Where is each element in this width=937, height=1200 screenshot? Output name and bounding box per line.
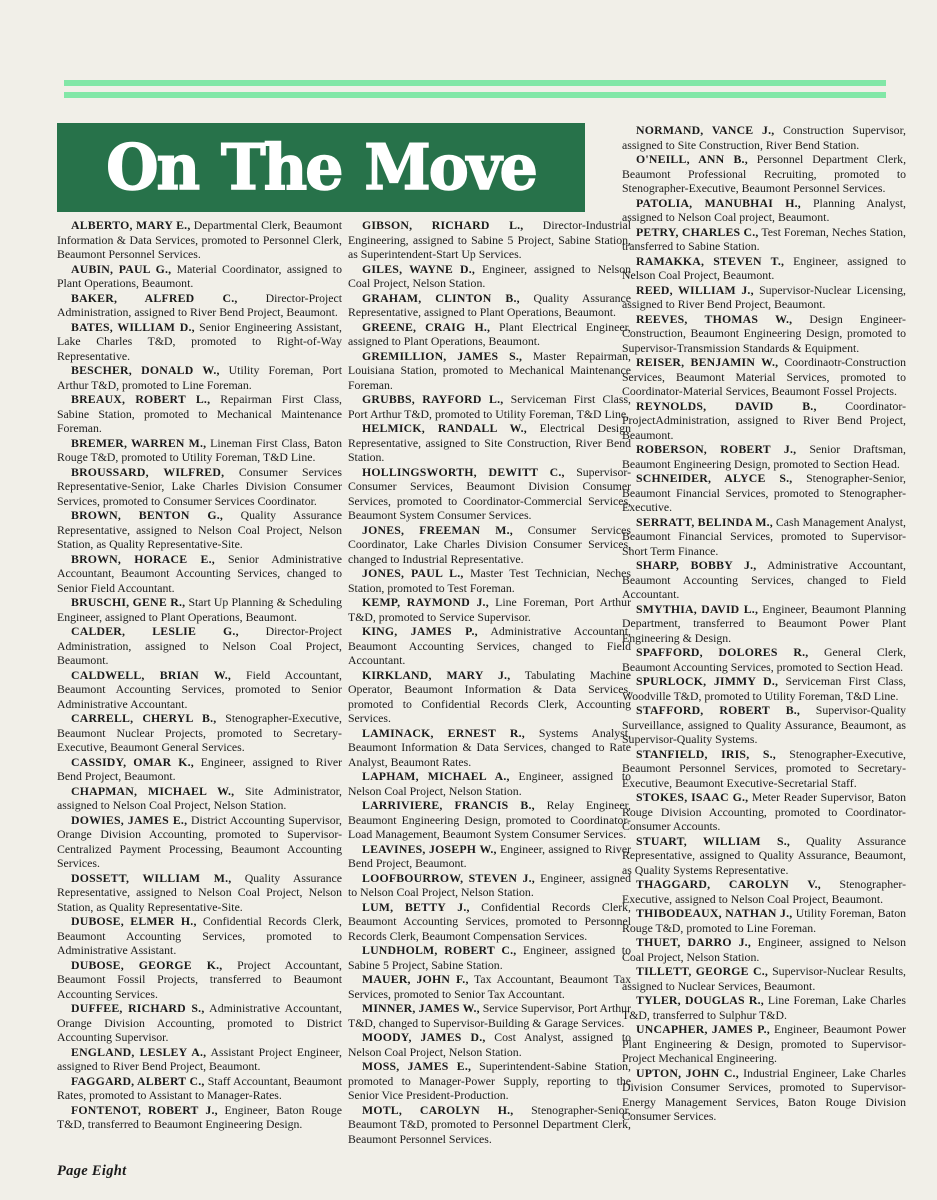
entry-name: UNCAPHER, JAMES P., xyxy=(636,1022,770,1036)
entry-name: FONTENOT, ROBERT J., xyxy=(71,1102,218,1117)
entry-text: Field Accountant, Beaumont Accounting Services, promoted to Senior Administrative Accountant. xyxy=(57,667,342,711)
entry-text: Stenographer-Senior, Beaumont Financial Services, promoted to Stenographer-Executive. xyxy=(622,471,906,514)
entry-text: Departmental Clerk, Beaumont Information & Data Services, promoted to Personnel Clerk, Beaumont Personnel Services. xyxy=(57,218,342,261)
entry-name: CALDWELL, BRIAN W., xyxy=(71,667,232,682)
entry-name: ENGLAND, LESLEY A., xyxy=(71,1044,207,1059)
entry-text: Staff Accountant, Beaumont Rates, promoted to Assistant to Manager-Rates. xyxy=(57,1073,343,1102)
personnel-entry xyxy=(57,595,342,624)
entry-name: MINNER, JAMES W., xyxy=(362,1001,480,1015)
entry-text: Cost Analyst, assigned to Nelson Coal Project, Nelson Station. xyxy=(348,1030,631,1059)
personnel-entry xyxy=(348,1103,631,1147)
personnel-entry xyxy=(622,558,906,602)
page-number: Page Eight xyxy=(57,1163,127,1179)
personnel-entry xyxy=(348,900,631,944)
entry-text: Engineer, assigned to Nelson Coal Project, Nelson Station. xyxy=(622,935,906,964)
personnel-entry xyxy=(348,218,631,262)
masthead-banner xyxy=(57,123,585,212)
personnel-entry xyxy=(348,291,631,320)
personnel-entry xyxy=(348,320,631,349)
entry-name: ALBERTO, MARY E., xyxy=(71,218,191,232)
personnel-entry xyxy=(622,877,906,906)
personnel-entry xyxy=(57,958,342,1002)
entry-name: CALDER, LESLIE G., xyxy=(71,624,239,638)
personnel-entry xyxy=(622,935,906,964)
entry-name: CARRELL, CHERYL B., xyxy=(71,711,217,725)
entry-text: District Accounting Supervisor, Orange Division Accounting, promoted to Supervisor-Centralized Payment Processing, Beaumont Accounting Services. xyxy=(57,812,343,870)
personnel-entry xyxy=(622,399,906,443)
entry-text: Site Administrator, assigned to Nelson Coal Project, Nelson Station. xyxy=(57,783,342,812)
entry-name: PETRY, CHARLES C., xyxy=(636,224,759,239)
personnel-entry xyxy=(57,1103,342,1132)
entry-text: Supervisor-Consumer Services, Beaumont Division Consumer Services, promoted to Coordinator-Commercial Services, Beaumont System Consumer Services. xyxy=(348,464,632,522)
entry-text: Engineer, assigned to River Bend Project, Beaumont. xyxy=(57,754,343,783)
entry-text: Supervisor-Quality Surveillance, assigned to Quality Assurance, Beaumont, as Supervisor-Quality Systems. xyxy=(622,703,906,746)
entry-text: Quality Assurance Representative, assigned to Nelson Coal Project, Nelson Station, as Quality Representative-Site. xyxy=(57,508,342,551)
personnel-entry xyxy=(57,1074,342,1103)
entry-name: BATES, WILLIAM D., xyxy=(71,319,195,334)
entry-name: BROWN, BENTON G., xyxy=(71,508,224,522)
personnel-entry xyxy=(57,871,342,915)
personnel-entry xyxy=(622,152,906,196)
entry-text: Engineer, assigned to River Bend Project, Beaumont. xyxy=(348,841,631,870)
entry-name: DUFFEE, RICHARD S., xyxy=(71,1001,205,1015)
personnel-entry xyxy=(57,363,342,392)
entry-text: Confidential Records Clerk, Beaumont Accounting Services, promoted to Personnel Records Clerk, Beaumont Compensation Services. xyxy=(348,899,631,943)
entry-text: Engineer, assigned to Nelson Coal Project, Nelson Station. xyxy=(348,261,632,290)
personnel-entry xyxy=(622,747,906,791)
entry-name: LAPHAM, MICHAEL A., xyxy=(362,769,510,783)
personnel-entry xyxy=(57,711,342,755)
personnel-entry xyxy=(622,312,906,356)
entry-text: Relay Engineer, Beaumont Engineering Design, promoted to Coordinator-Load Management, Beaumont System Consumer Services. xyxy=(348,798,631,841)
entry-name: LOOFBOURROW, STEVEN J., xyxy=(362,870,535,885)
entry-text: Engineer, Beaumont Planning Department, transferred to Beaumont Power Plant Engineering & Design. xyxy=(622,601,907,645)
personnel-entry xyxy=(622,602,906,646)
entry-text: Quality Assurance Representative, assigned to Quality Assurance, Beaumont, as Quality Systems Representative. xyxy=(622,833,906,877)
entry-name: DUBOSE, GEORGE K., xyxy=(71,957,223,972)
entry-name: CASSIDY, OMAR K., xyxy=(71,754,194,769)
entry-text: Administrative Accountant, Orange Division Accounting, promoted to District Accounting Supervisor. xyxy=(57,1001,342,1044)
personnel-entry xyxy=(622,515,906,559)
entry-text: Electrical Design Representative, assigned to Site Construction, River Bend Station. xyxy=(348,421,632,464)
personnel-entry xyxy=(622,254,906,283)
personnel-entry xyxy=(57,320,342,364)
entry-text: Serviceman First Class, Woodville T&D, promoted to Utility Foreman, T&D Line. xyxy=(622,674,907,703)
entry-name: DOWIES, JAMES E., xyxy=(71,812,188,827)
personnel-entry xyxy=(622,225,906,254)
entry-text: Plant Electrical Engineer, assigned to Plant Operations, Beaumont. xyxy=(348,319,632,348)
entry-text: Director-Project Administration, assigned to River Bend Project, Beaumont. xyxy=(57,290,343,319)
personnel-entry xyxy=(348,943,631,972)
column-3 xyxy=(622,123,906,1124)
entry-name: TYLER, DOUGLAS R., xyxy=(636,993,764,1007)
personnel-entry xyxy=(57,755,342,784)
entry-name: THUET, DARRO J., xyxy=(636,935,751,949)
personnel-entry xyxy=(348,465,631,523)
personnel-entry xyxy=(622,283,906,312)
entry-name: PATOLIA, MANUBHAI H., xyxy=(636,195,801,210)
entry-text: Start Up Planning & Scheduling Engineer, assigned to Plant Operations, Beaumont. xyxy=(57,595,342,624)
entry-name: SERRATT, BELINDA M., xyxy=(636,514,773,529)
entry-name: TILLETT, GEORGE C., xyxy=(636,964,769,978)
entry-name: KIRKLAND, MARY J., xyxy=(362,667,511,682)
personnel-entry xyxy=(348,798,631,842)
entry-name: REEVES, THOMAS W., xyxy=(636,311,793,326)
entry-name: GREMILLION, JAMES S., xyxy=(362,348,523,363)
personnel-entry xyxy=(348,262,631,291)
entry-name: SMYTHIA, DAVID L., xyxy=(636,601,759,616)
entry-text: Director-Project Administration, assigned to Nelson Coal Project, Beaumont. xyxy=(57,624,342,667)
entry-text: General Clerk, Beaumont Accounting Services, promoted to Section Head. xyxy=(622,645,906,674)
entry-name: GRUBBS, RAYFORD L., xyxy=(362,392,504,406)
entry-name: STOKES, ISAAC G., xyxy=(636,790,749,804)
entry-text: Project Accountant, Beaumont Fossil Projects, transferred to Beaumont Accounting Services. xyxy=(57,957,342,1001)
personnel-entry xyxy=(57,392,342,436)
personnel-entry xyxy=(57,668,342,712)
entry-text: Tax Accountant, Beaumont Tax Services, promoted to Senior Tax Accountant. xyxy=(348,972,631,1001)
entry-name: MOSS, JAMES E., xyxy=(362,1059,472,1073)
entry-text: Confidential Records Clerk, Beaumont Accounting Services, promoted to Administrative Assistant. xyxy=(57,914,343,957)
personnel-entry xyxy=(57,262,342,291)
personnel-entry xyxy=(622,1066,906,1124)
entry-name: JONES, PAUL L., xyxy=(362,566,464,580)
personnel-entry xyxy=(348,1030,631,1059)
entry-name: BROUSSARD, WILFRED, xyxy=(71,464,225,479)
entry-text: Supervisor-Nuclear Licensing, assigned to River Bend Project, Beaumont. xyxy=(622,282,906,311)
entry-name: BRUSCHI, GENE R., xyxy=(71,595,186,609)
personnel-entry xyxy=(57,624,342,668)
entry-name: DUBOSE, ELMER H., xyxy=(71,914,197,928)
entry-text: Utility Foreman, Port Arthur T&D, promoted to Line Foreman. xyxy=(57,363,342,392)
entry-text: Material Coordinator, assigned to Plant Operations, Beaumont. xyxy=(57,261,342,290)
entry-text: Engineer, assigned to Nelson Coal Project, Nelson Station. xyxy=(348,870,631,899)
entry-text: Administrative Accountant, Beaumont Accounting Services, changed to Field Accountant. xyxy=(622,558,906,601)
personnel-entry xyxy=(57,218,342,262)
personnel-entry xyxy=(348,871,631,900)
entry-text: Utility Foreman, Baton Rouge T&D, promoted to Line Foreman. xyxy=(622,906,906,935)
personnel-entry xyxy=(348,726,631,770)
personnel-entry xyxy=(348,1059,631,1103)
entry-text: Engineer, Baton Rouge T&D, transferred to Beaumont Engineering Design. xyxy=(57,1102,343,1131)
personnel-entry xyxy=(57,784,342,813)
entry-name: GREENE, CRAIG H., xyxy=(362,319,491,334)
entry-text: Master Test Technician, Neches Station, promoted to Test Foreman. xyxy=(348,566,631,595)
entry-text: Coordinator-ProjectAdministration, assigned to River Bend Project, Beaumont. xyxy=(622,398,906,442)
personnel-entry xyxy=(622,355,906,399)
entry-text: Quality Assurance Representative, assigned to Nelson Coal Project, Nelson Station, as Quality Representative-Site. xyxy=(57,870,342,914)
entry-name: REYNOLDS, DAVID B., xyxy=(636,398,817,413)
entry-name: HELMICK, RANDALL W., xyxy=(362,421,527,435)
personnel-entry xyxy=(622,1022,906,1066)
entry-name: AUBIN, PAUL G., xyxy=(71,261,172,276)
personnel-entry xyxy=(622,471,906,515)
personnel-entry xyxy=(57,1045,342,1074)
entry-text: Engineer, assigned to Sabine 5 Project, Sabine Station. xyxy=(348,943,631,972)
entry-name: MOODY, JAMES D., xyxy=(362,1030,486,1044)
top-rule-line xyxy=(64,80,886,86)
entry-name: GILES, WAYNE D., xyxy=(362,261,476,276)
personnel-entry xyxy=(348,349,631,393)
entry-text: Administrative Accountant, Beaumont Accounting Services, changed to Field Accountant. xyxy=(348,624,631,667)
entry-text: Engineer, Beaumont Power Plant Engineering & Design, promoted to Supervisor-Project Mechanical Engineering. xyxy=(622,1022,906,1065)
entry-name: BESCHER, DONALD W., xyxy=(71,363,220,377)
entry-text: Director-Industrial Engineering, assigned to Sabine 5 Project, Sabine Station, as Superintendent-Start Up Services. xyxy=(348,218,632,261)
entry-name: THIBODEAUX, NATHAN J., xyxy=(636,906,793,920)
personnel-entry xyxy=(622,993,906,1022)
personnel-entry xyxy=(348,842,631,871)
entry-name: NORMAND, VANCE J., xyxy=(636,123,775,137)
personnel-entry xyxy=(348,595,631,624)
entry-name: RAMAKKA, STEVEN T., xyxy=(636,253,785,268)
entry-name: STAFFORD, ROBERT B., xyxy=(636,703,801,717)
entry-text: Systems Analyst, Beaumont Information & Data Services, changed to Rate Analyst, Beaumont Rates. xyxy=(348,725,632,769)
personnel-entry xyxy=(622,906,906,935)
entry-text: Line Foreman, Lake Charles T&D, transferred to Sulphur T&D. xyxy=(622,993,906,1022)
entry-text: Engineer, assigned to Nelson Coal Project, Beaumont. xyxy=(622,253,906,282)
entry-text: Personnel Department Clerk, Beaumont Professional Recruiting, promoted to Stenographer-Executive, Beaumont Personnel Services. xyxy=(622,152,907,195)
entry-name: MAUER, JOHN F., xyxy=(362,972,469,986)
personnel-entry xyxy=(622,123,906,152)
personnel-entry xyxy=(348,668,631,726)
entry-text: Senior Engineering Assistant, Lake Charles T&D, promoted to Right-of-Way Representative. xyxy=(57,319,342,363)
entry-name: JONES, FREEMAN M., xyxy=(362,522,513,537)
entry-name: LAMINACK, ERNEST R., xyxy=(362,725,525,740)
entry-name: KING, JAMES P., xyxy=(362,624,478,638)
personnel-entry xyxy=(348,769,631,798)
personnel-entry xyxy=(57,465,342,509)
entry-name: HOLLINGSWORTH, DEWITT C., xyxy=(362,464,565,479)
entry-text: Assistant Project Engineer, assigned to River Bend Project, Beaumont. xyxy=(57,1044,342,1073)
personnel-entry xyxy=(57,291,342,320)
entry-text: Industrial Engineer, Lake Charles Division Consumer Services, promoted to Supervisor-Energy Management Services, Baton Rouge Division Consumer Services. xyxy=(622,1065,906,1123)
entry-text: Consumer Services Coordinator, Lake Charles Division Consumer Services, changed to Industrial Representative. xyxy=(348,522,631,566)
entry-name: BREAUX, ROBERT L., xyxy=(71,392,211,406)
entry-text: Line Foreman, Port Arthur T&D, promoted to Service Supervisor. xyxy=(348,595,631,624)
entry-text: Construction Supervisor, assigned to Site Construction, River Bend Station. xyxy=(622,123,906,152)
entry-text: Engineer, assigned to Nelson Coal Project, Nelson Station. xyxy=(348,769,632,798)
entry-name: SCHNEIDER, ALYCE S., xyxy=(636,471,793,485)
entry-name: FAGGARD, ALBERT C., xyxy=(71,1073,205,1088)
entry-name: STANFIELD, IRIS, S., xyxy=(636,746,776,761)
entry-text: Lineman First Class, Baton Rouge T&D, promoted to Utility Foreman, T&D Line. xyxy=(57,435,343,464)
entry-text: Supervisor-Nuclear Results, assigned to Nuclear Services, Beaumont. xyxy=(622,964,907,993)
entry-text: Stenographer-Executive, assigned to Nelson Coal Project, Beaumont. xyxy=(622,877,906,906)
personnel-entry xyxy=(348,1001,631,1030)
personnel-entry xyxy=(622,674,906,703)
entry-name: UPTON, JOHN C., xyxy=(636,1065,739,1080)
entry-text: Stenographer-Senior, Beaumont T&D, promoted to Personnel Department Clerk, Beaumont Personnel Services. xyxy=(348,1102,631,1146)
entry-name: BROWN, HORACE E., xyxy=(71,551,215,566)
entry-name: KEMP, RAYMOND J., xyxy=(362,595,489,609)
entry-name: O'NEILL, ANN B., xyxy=(636,152,748,166)
entry-text: Tabulating Machine Operator, Beaumont Information & Data Services, promoted to Confidential Records Clerk, Accounting Services. xyxy=(348,667,631,725)
entry-name: SPURLOCK, JIMMY D., xyxy=(636,674,779,688)
entry-text: Coordinaotr-Construction Services, Beaumont Material Services, promoted to Coordinator-Material Services, Beaumont Fossel Projects. xyxy=(622,355,907,398)
entry-name: ROBERSON, ROBERT J., xyxy=(636,442,797,456)
entry-text: Superintendent-Sabine Station, promoted to Manager-Power Supply, reporting to the Senior Vice President-Production. xyxy=(348,1059,631,1102)
entry-text: Stenographer-Executive, Beaumont Personnel Services, promoted to Secretary-Executive, Beaumont Executive-Secretarial Staff. xyxy=(622,746,906,790)
entry-name: DOSSETT, WILLIAM M., xyxy=(71,870,232,885)
entry-name: REED, WILLIAM J., xyxy=(636,282,754,297)
entry-name: BAKER, ALFRED C., xyxy=(71,290,238,305)
entry-name: LUM, BETTY J., xyxy=(362,899,470,914)
column-1 xyxy=(57,218,342,1132)
entry-name: STUART, WILLIAM S., xyxy=(636,833,791,848)
entry-name: MOTL, CAROLYN H., xyxy=(362,1102,514,1117)
personnel-entry xyxy=(622,834,906,878)
personnel-entry xyxy=(57,436,342,465)
personnel-entry xyxy=(57,508,342,552)
entry-text: Test Foreman, Neches Station, transferred to Sabine Station. xyxy=(622,224,906,253)
entry-text: Stenographer-Executive, Beaumont Nuclear Projects, promoted to Secretary-Executive, Beaumont General Services. xyxy=(57,711,342,754)
personnel-entry xyxy=(348,523,631,567)
personnel-entry xyxy=(348,566,631,595)
entry-name: GRAHAM, CLINTON B., xyxy=(362,290,520,305)
personnel-entry xyxy=(57,1001,342,1045)
entry-name: LUNDHOLM, ROBERT C., xyxy=(362,943,517,957)
personnel-entry xyxy=(348,392,631,421)
personnel-entry xyxy=(348,972,631,1001)
personnel-entry xyxy=(348,624,631,668)
entry-name: GIBSON, RICHARD L., xyxy=(362,218,524,232)
entry-text: Service Supervisor, Port Arthur T&D, changed to Supervisor-Building & Garage Services. xyxy=(348,1001,632,1030)
entry-name: CHAPMAN, MICHAEL W., xyxy=(71,783,235,798)
personnel-entry xyxy=(57,914,342,958)
entry-text: Cash Management Analyst, Beaumont Financial Services, promoted to Supervisor-Short Term Finance. xyxy=(622,514,906,558)
personnel-entry xyxy=(348,421,631,465)
entry-name: LEAVINES, JOSEPH W., xyxy=(362,841,497,856)
entry-text: Design Engineer-Construction, Beaumont Engineering Design, promoted to Supervisor-Transmission Standards & Equipment. xyxy=(622,311,906,355)
entry-name: LARRIVIERE, FRANCIS B., xyxy=(362,798,535,812)
entry-name: SPAFFORD, DOLORES R., xyxy=(636,645,809,659)
column-2 xyxy=(348,218,631,1146)
personnel-entry xyxy=(57,552,342,596)
entry-text: Consumer Services Representative-Senior, Lake Charles Division Consumer Services, promoted to Consumer Services Coordinator. xyxy=(57,464,342,508)
entry-text: Planning Analyst, assigned to Nelson Coal project, Beaumont. xyxy=(622,195,906,224)
masthead-title: On The Move xyxy=(106,131,536,204)
entry-text: Master Repairman, Louisiana Station, promoted to Mechanical Maintenance Foreman. xyxy=(348,348,631,392)
entry-text: Senior Draftsman, Beaumont Engineering Design, promoted to Section Head. xyxy=(622,442,906,471)
entry-name: SHARP, BOBBY J., xyxy=(636,558,757,572)
personnel-entry xyxy=(622,196,906,225)
entry-text: Serviceman First Class, Port Arthur T&D, promoted to Utility Foreman, T&D Line. xyxy=(348,392,631,421)
entry-text: Senior Administrative Accountant, Beaumont Accounting Services, changed to Senior Field Accountant. xyxy=(57,551,342,595)
entry-text: Repairman First Class, Sabine Station, promoted to Mechanical Maintenance Foreman. xyxy=(57,392,342,435)
entry-name: BREMER, WARREN M., xyxy=(71,435,207,450)
entry-text: Meter Reader Supervisor, Baton Rouge Division Accounting, promoted to Coordinator-Consumer Accounts. xyxy=(622,790,907,833)
top-rule-line xyxy=(64,92,886,98)
personnel-entry xyxy=(622,442,906,471)
personnel-entry xyxy=(622,703,906,747)
personnel-entry xyxy=(622,964,906,993)
personnel-entry xyxy=(622,790,906,834)
entry-name: REISER, BENJAMIN W., xyxy=(636,355,779,369)
personnel-entry xyxy=(57,813,342,871)
entry-text: Quality Assurance Representative, assigned to Plant Operations, Beaumont. xyxy=(348,290,631,319)
personnel-entry xyxy=(622,645,906,674)
entry-name: THAGGARD, CAROLYN V., xyxy=(636,877,821,891)
